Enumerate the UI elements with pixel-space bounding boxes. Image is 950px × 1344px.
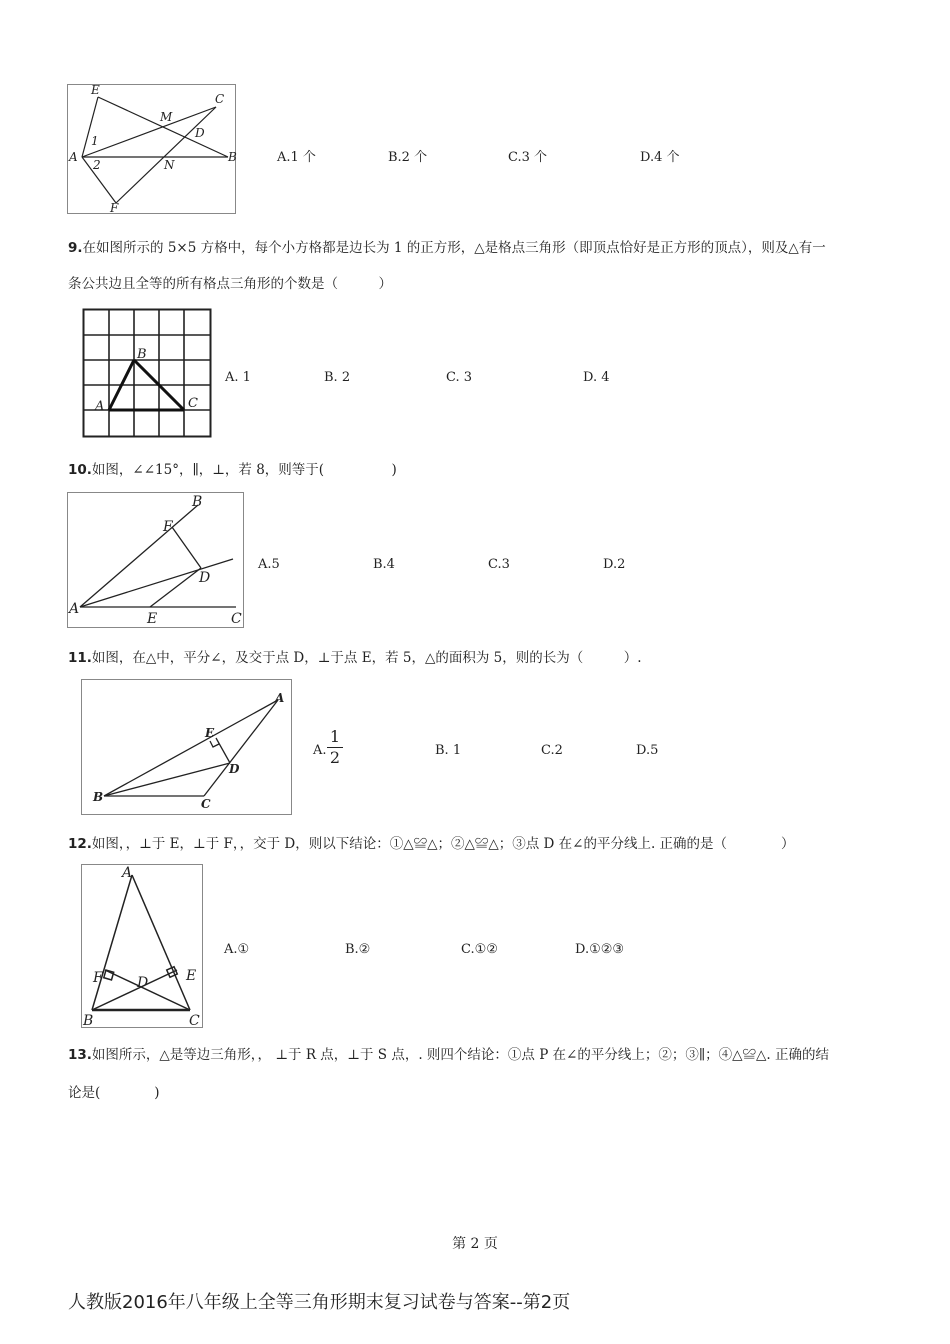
q13-text-line2: 论是( ) [68, 1085, 160, 1101]
q12-text: 如图，，⊥于 E，⊥于 F，，交于 D，则以下结论：①△≌△；②△≌△；③点 D 在∠的平分线上. 正确的是（ ） [91, 836, 795, 852]
q8-label-M: M [160, 110, 173, 124]
q11-question [68, 648, 642, 668]
q12-option-c: C.①② [461, 942, 498, 957]
q10-label-A: A [69, 601, 80, 617]
q8-label-C: C [215, 92, 225, 106]
q11-label-C: C [201, 797, 211, 811]
q10-option-a: A.5 [258, 557, 280, 572]
q12-label-A: A [122, 865, 133, 881]
q8-label-B: B [228, 150, 237, 164]
q9-option-b: B. 2 [324, 370, 351, 385]
q11-label-D: D [229, 762, 240, 776]
q10-label-F: F [163, 519, 173, 535]
document-title: 人教版2016年八年级上全等三角形期末复习试卷与答案--第2页 [68, 1292, 571, 1313]
q8-option-d: D.4 个 [640, 150, 680, 165]
q10-label-D: D [199, 570, 211, 586]
q12-question [68, 834, 795, 854]
q12-option-b: B.② [345, 942, 371, 957]
q11-fraction-numerator: 1 [329, 727, 341, 746]
q9-text-line1: 在如图所示的 5×5 方格中，每个小方格都是边长为 1 的正方形，△是格点三角形（即顶点恰好是正方形的顶点），则及△有一 [82, 240, 826, 256]
q11-fraction-denominator: 2 [329, 748, 341, 767]
q10-text: 如图，∠∠15°，∥，⊥，若 8，则等于( ) [91, 462, 397, 478]
q9-label-A: A [95, 399, 105, 414]
q8-label-A: A [69, 150, 78, 164]
q8-label-E: E [91, 83, 100, 97]
q11-number: 11. [68, 650, 92, 666]
q12-label-B: B [83, 1013, 94, 1029]
q8-label-2: 2 [93, 158, 101, 172]
q8-label-F: F [110, 201, 119, 215]
q12-label-F: F [93, 970, 103, 986]
q11-option-b: B. 1 [435, 743, 462, 758]
q11-option-a-prefix: A. [313, 743, 327, 758]
q11-label-B: B [93, 790, 104, 804]
q11-label-E: E [205, 726, 215, 740]
q8-option-c: C.3 个 [508, 150, 548, 165]
q13-question [68, 1045, 829, 1065]
q10-option-c: C.3 [488, 557, 510, 572]
q9-option-c: C. 3 [446, 370, 473, 385]
q10-figure [67, 492, 244, 628]
q10-label-C: C [231, 611, 242, 627]
page-number: 第 2 页 [452, 1236, 498, 1252]
q8-label-D: D [195, 126, 205, 140]
q11-label-A: A [275, 691, 285, 705]
q10-option-d: D.2 [603, 557, 626, 572]
q9-question [68, 238, 826, 258]
q9-label-C: C [188, 396, 198, 411]
q8-option-a: A.1 个 [277, 150, 316, 165]
q12-label-C: C [189, 1013, 200, 1029]
q12-label-E: E [186, 968, 197, 984]
q10-label-B: B [192, 494, 203, 510]
q11-option-c: C.2 [541, 743, 563, 758]
q12-option-a: A.① [224, 942, 250, 957]
q9-number: 9. [68, 240, 83, 256]
q8-figure [67, 84, 236, 214]
q10-option-b: B.4 [373, 557, 395, 572]
q11-figure [81, 679, 292, 815]
q9-grid-figure [82, 308, 212, 438]
q10-number: 10. [68, 462, 92, 478]
q11-option-d: D.5 [636, 743, 659, 758]
q8-label-1: 1 [91, 134, 99, 148]
q13-text-line1: 如图所示，△是等边三角形，， ⊥于 R 点，⊥于 S 点，. 则四个结论：①点 P 在∠的平分线上；②；③∥；④△≌△. 正确的结 [91, 1047, 829, 1063]
q12-option-d: D.①②③ [575, 942, 625, 957]
q10-question [68, 460, 397, 480]
q10-label-E: E [147, 611, 158, 627]
q11-text: 如图，在△中，平分∠，及交于点 D，⊥于点 E，若 5，△的面积为 5，则的长为（ ）. [91, 650, 642, 666]
q12-label-D: D [137, 975, 149, 991]
q8-label-N: N [164, 158, 175, 172]
q11-option-a-fraction [327, 728, 343, 767]
q8-option-b: B.2 个 [388, 150, 428, 165]
q9-option-a: A. 1 [225, 370, 251, 385]
q13-number: 13. [68, 1047, 92, 1063]
q12-figure [81, 864, 203, 1028]
q9-text-line2: 条公共边且全等的所有格点三角形的个数是（ ） [68, 276, 392, 292]
q9-option-d: D. 4 [583, 370, 610, 385]
q12-number: 12. [68, 836, 92, 852]
q9-label-B: B [137, 347, 147, 362]
